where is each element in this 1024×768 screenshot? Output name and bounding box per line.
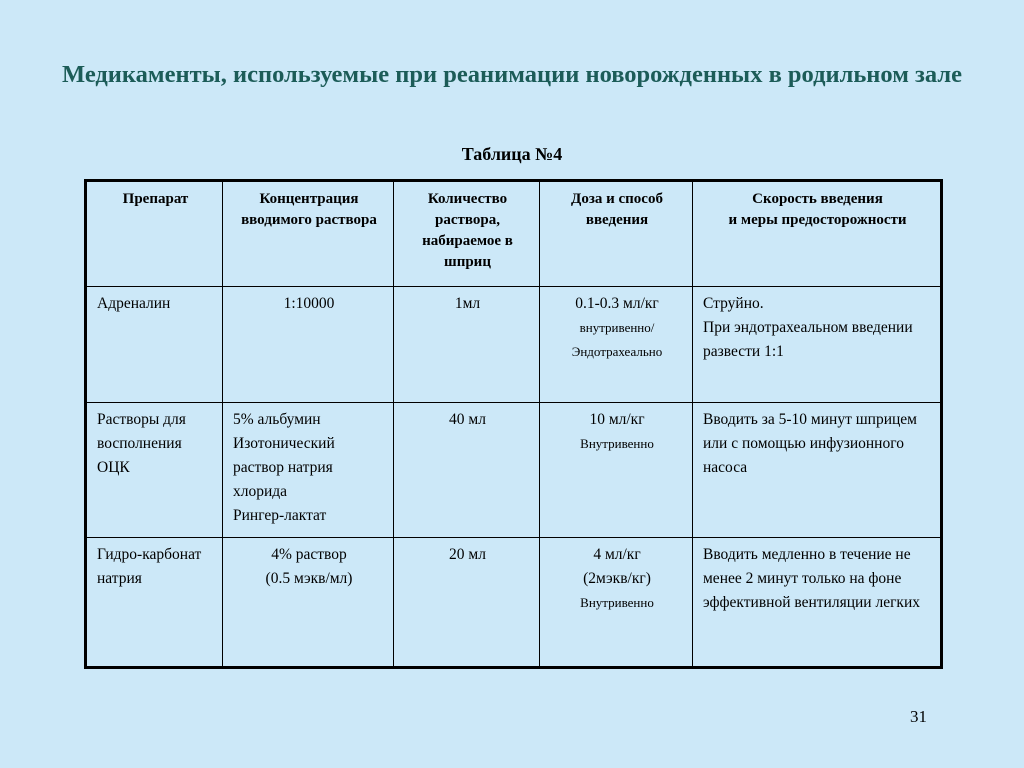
header-rate-line: и меры предосторожности [728, 212, 907, 228]
header-rate [693, 181, 942, 287]
cell-line: 5% альбумин Изотонический раствор натрия хлорида [233, 411, 335, 500]
header-rate-line: Скорость введения [752, 191, 883, 207]
cell-dose [540, 287, 693, 403]
medications-table [84, 179, 943, 669]
cell-line: Внутривенно [580, 595, 654, 610]
header-drug: Препарат [86, 181, 223, 287]
page-number: 31 [910, 707, 927, 726]
cell-amount: 40 мл [394, 403, 540, 538]
cell-drug: Гидро-карбонат натрия [86, 538, 223, 668]
header-concentration: Концентрация вводимого раствора [223, 181, 394, 287]
cell-amount: 1мл [394, 287, 540, 403]
slide-title: Медикаменты, используемые при реанимации новорожденных в родильном зале [62, 61, 962, 88]
table-row [86, 287, 942, 403]
cell-line: Вводить за 5-10 минут шприцем или с помощью инфузионного насоса [703, 411, 917, 476]
cell-amount: 20 мл [394, 538, 540, 668]
cell-rate [693, 287, 942, 403]
cell-concentration [223, 403, 394, 538]
cell-line: Струйно. [703, 295, 764, 312]
cell-drug: Растворы для восполнения ОЦК [86, 403, 223, 538]
cell-line: (0.5 мэкв/мл) [265, 570, 353, 587]
cell-line: Эндотрахеально [571, 344, 663, 359]
cell-concentration [223, 538, 394, 668]
cell-line: 4 мл/кг [593, 546, 641, 563]
cell-drug: Адреналин [86, 287, 223, 403]
cell-line: Внутривенно [580, 436, 654, 451]
cell-rate [693, 538, 942, 668]
cell-line: внутривенно/ [579, 320, 655, 335]
header-dose: Доза и способ введения [540, 181, 693, 287]
cell-line: 10 мл/кг [589, 411, 645, 428]
header-amount: Количество раствора, набираемое в шприц [394, 181, 540, 287]
cell-dose [540, 403, 693, 538]
cell-dose [540, 538, 693, 668]
table-caption: Таблица №4 [461, 144, 563, 164]
cell-line: При эндотрахеальном введении развести 1:1 [703, 319, 913, 360]
cell-line: 1:10000 [283, 295, 335, 312]
cell-concentration [223, 287, 394, 403]
table-header-row [86, 181, 942, 287]
cell-line: (2мэкв/кг) [583, 570, 651, 587]
cell-rate [693, 403, 942, 538]
table-row [86, 538, 942, 668]
cell-line: 4% раствор [271, 546, 347, 563]
cell-line: Вводить медленно в течение не менее 2 минут только на фоне эффективной вентиляции легких [703, 546, 921, 611]
cell-line: 0.1-0.3 мл/кг [575, 295, 659, 312]
table-row [86, 403, 942, 538]
cell-line: Рингер-лактат [233, 507, 327, 524]
